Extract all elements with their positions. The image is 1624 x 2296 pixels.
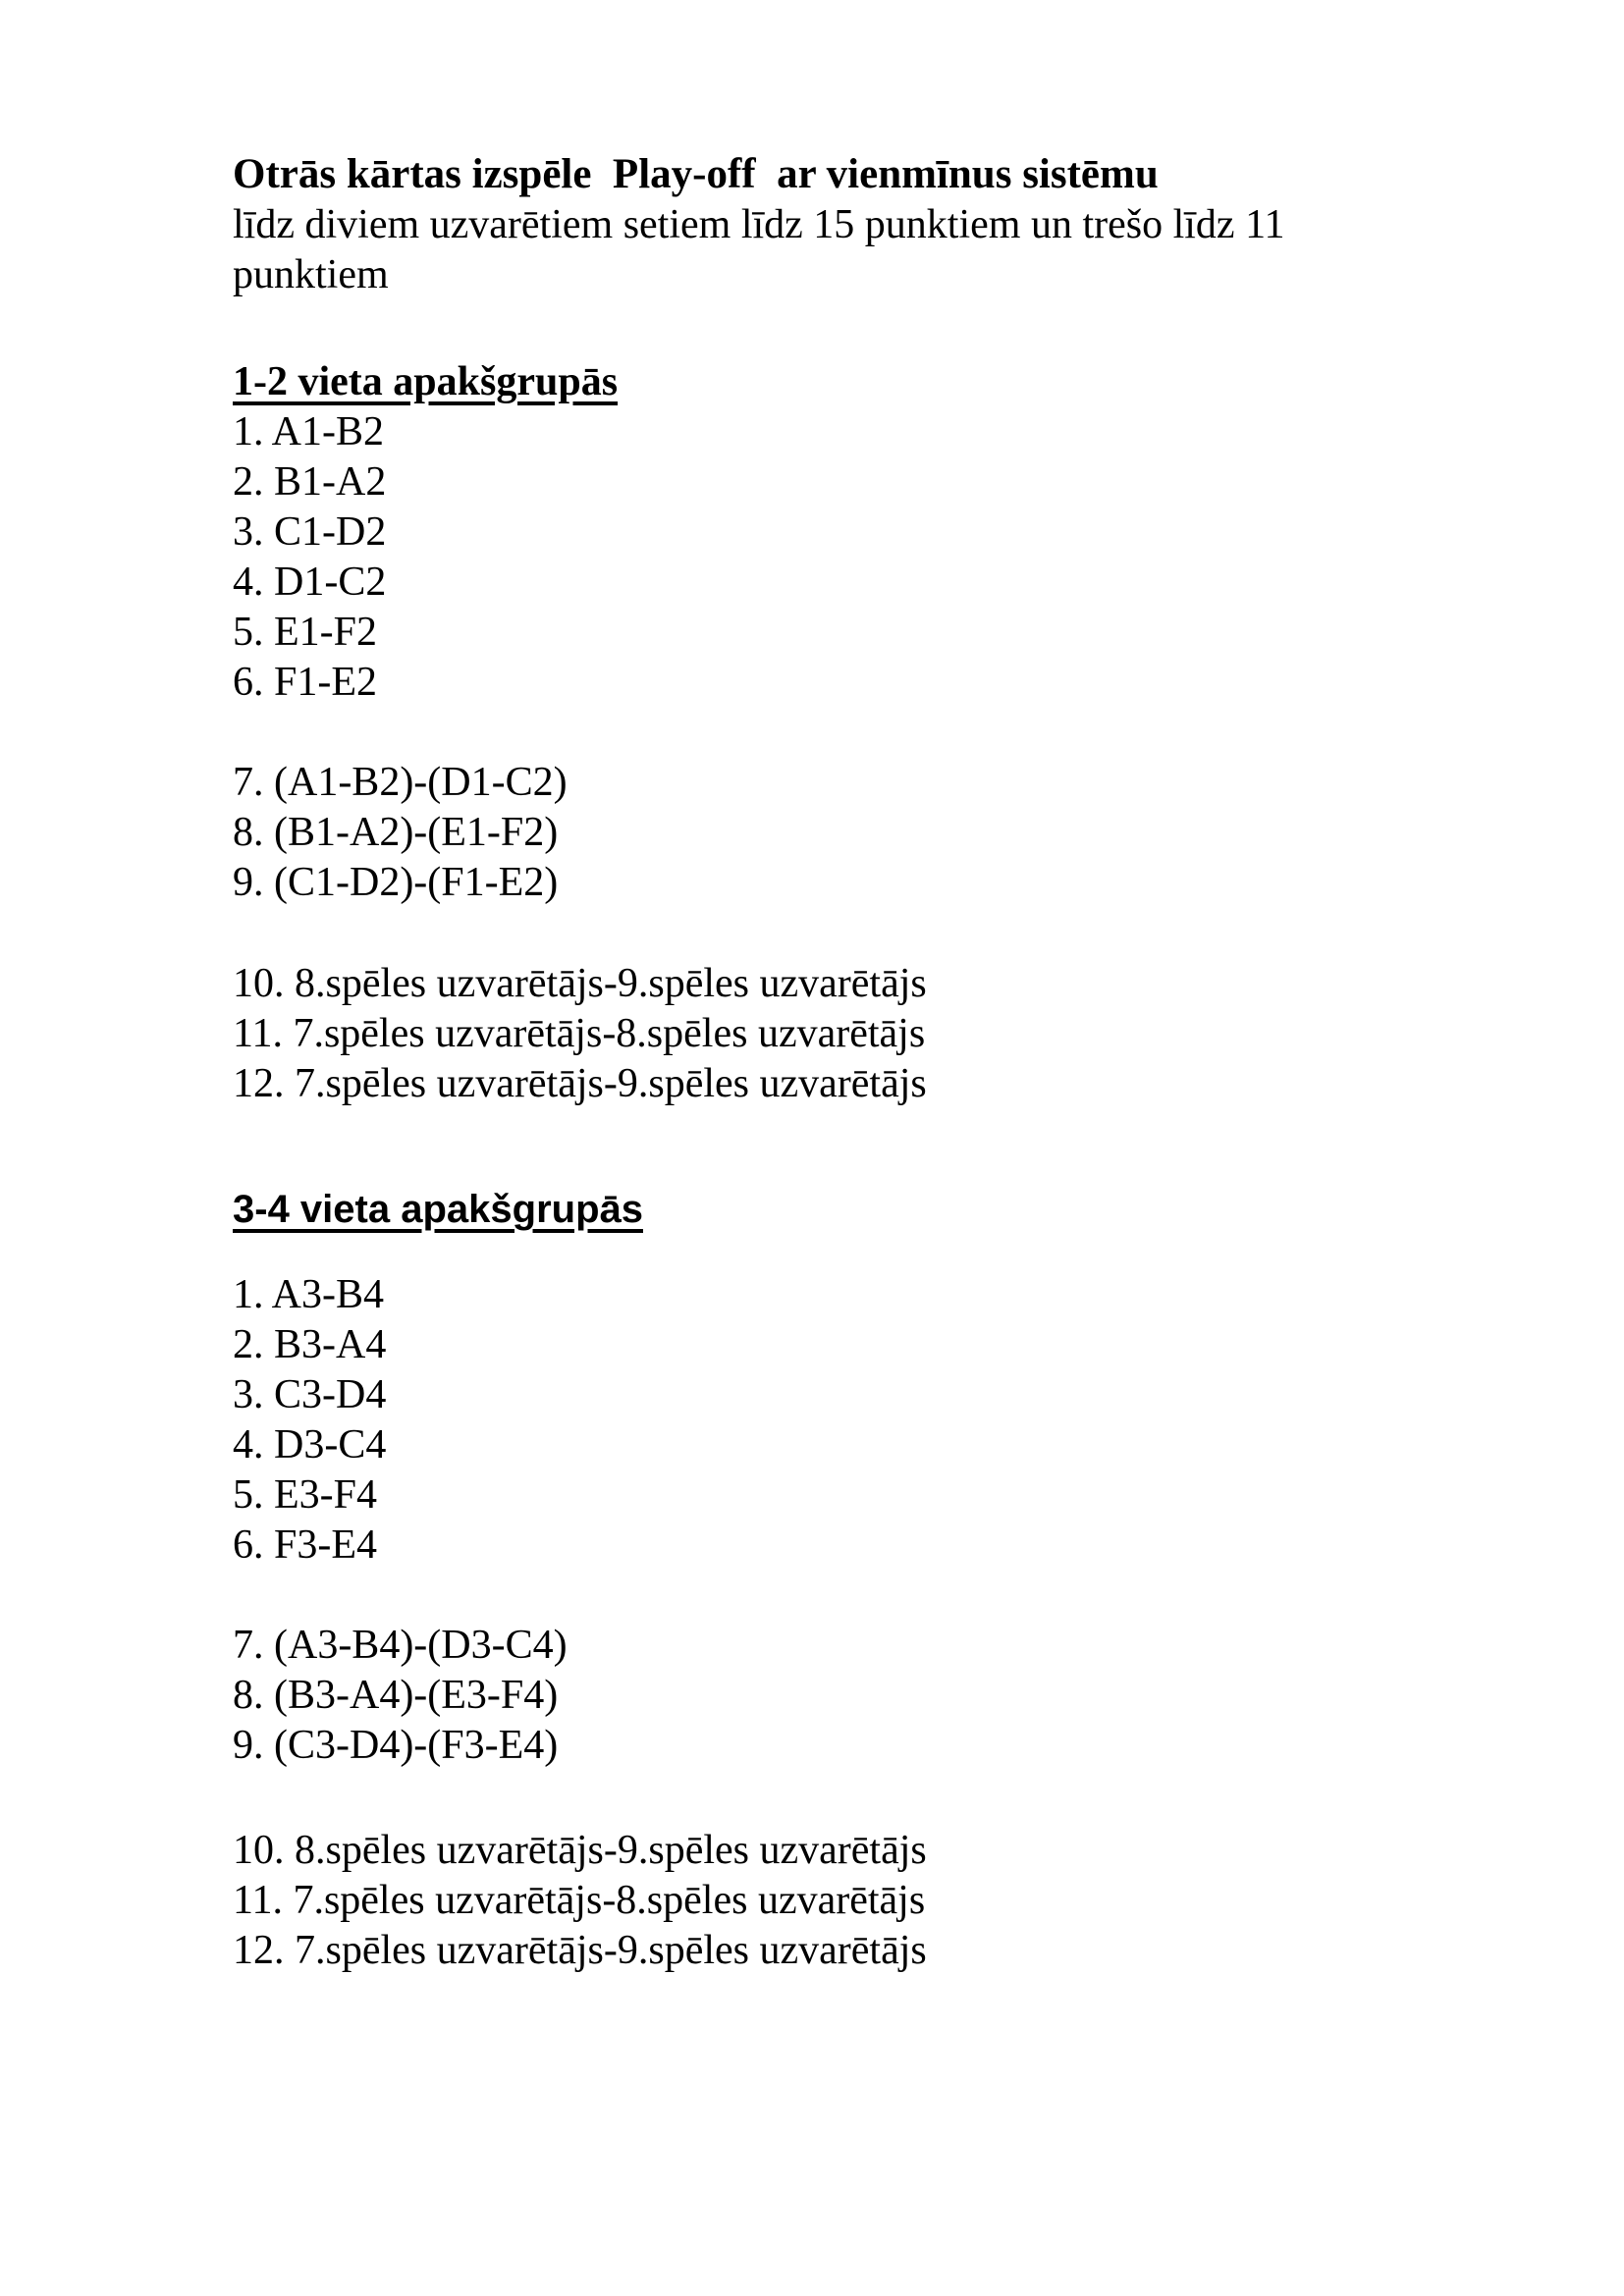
match-item: 9. (C3-D4)-(F3-E4) <box>233 1723 559 1768</box>
section-heading-1-text: 1-2 vieta apakšgrupās <box>233 359 619 404</box>
match-item: 1. A1-B2 <box>233 409 385 454</box>
match-item: 1. A3-B4 <box>233 1272 385 1317</box>
document-title: Otrās kārtas izspēle Play-off ar vienmīnus sistēmu <box>233 151 1159 197</box>
subtitle-line: punktiem <box>233 252 389 297</box>
match-item: 4. D3-C4 <box>233 1422 387 1468</box>
match-item: 10. 8.spēles uzvarētājs-9.spēles uzvarētājs <box>233 961 927 1006</box>
match-item: 12. 7.spēles uzvarētājs-9.spēles uzvarētājs <box>233 1928 927 1973</box>
match-item: 11. 7.spēles uzvarētājs-8.spēles uzvarētājs <box>233 1011 926 1056</box>
section-heading-2 <box>233 1184 1431 1235</box>
section2-round3 <box>233 1826 1431 1976</box>
section1-round3 <box>233 959 1431 1109</box>
match-item: 3. C3-D4 <box>233 1372 387 1417</box>
match-item: 7. (A1-B2)-(D1-C2) <box>233 760 568 805</box>
match-item: 8. (B1-A2)-(E1-F2) <box>233 810 559 855</box>
match-item: 10. 8.spēles uzvarētājs-9.spēles uzvarētājs <box>233 1828 927 1873</box>
match-item: 4. D1-C2 <box>233 560 387 605</box>
section1-round1 <box>233 407 1431 708</box>
subtitle-line: līdz diviem uzvarētiem setiem līdz 15 punktiem un trešo līdz 11 <box>233 202 1285 247</box>
match-item: 5. E1-F2 <box>233 610 377 655</box>
match-item: 6. F1-E2 <box>233 660 377 705</box>
section1-round2 <box>233 758 1431 908</box>
section2-round1 <box>233 1270 1431 1571</box>
match-item: 9. (C1-D2)-(F1-E2) <box>233 860 559 905</box>
match-item: 7. (A3-B4)-(D3-C4) <box>233 1623 568 1668</box>
match-item: 2. B1-A2 <box>233 459 387 505</box>
match-item: 2. B3-A4 <box>233 1322 387 1367</box>
match-item: 5. E3-F4 <box>233 1472 377 1518</box>
match-item: 12. 7.spēles uzvarētājs-9.spēles uzvarētājs <box>233 1061 927 1106</box>
document-content <box>233 149 1431 1976</box>
section-heading-2-text: 3-4 vieta apakšgrupās <box>233 1188 643 1231</box>
section-heading-1 <box>233 356 1431 407</box>
match-item: 3. C1-D2 <box>233 509 387 555</box>
match-item: 11. 7.spēles uzvarētājs-8.spēles uzvarētājs <box>233 1878 926 1923</box>
match-item: 8. (B3-A4)-(E3-F4) <box>233 1673 559 1718</box>
match-item: 6. F3-E4 <box>233 1522 377 1568</box>
section2-round2 <box>233 1621 1431 1771</box>
